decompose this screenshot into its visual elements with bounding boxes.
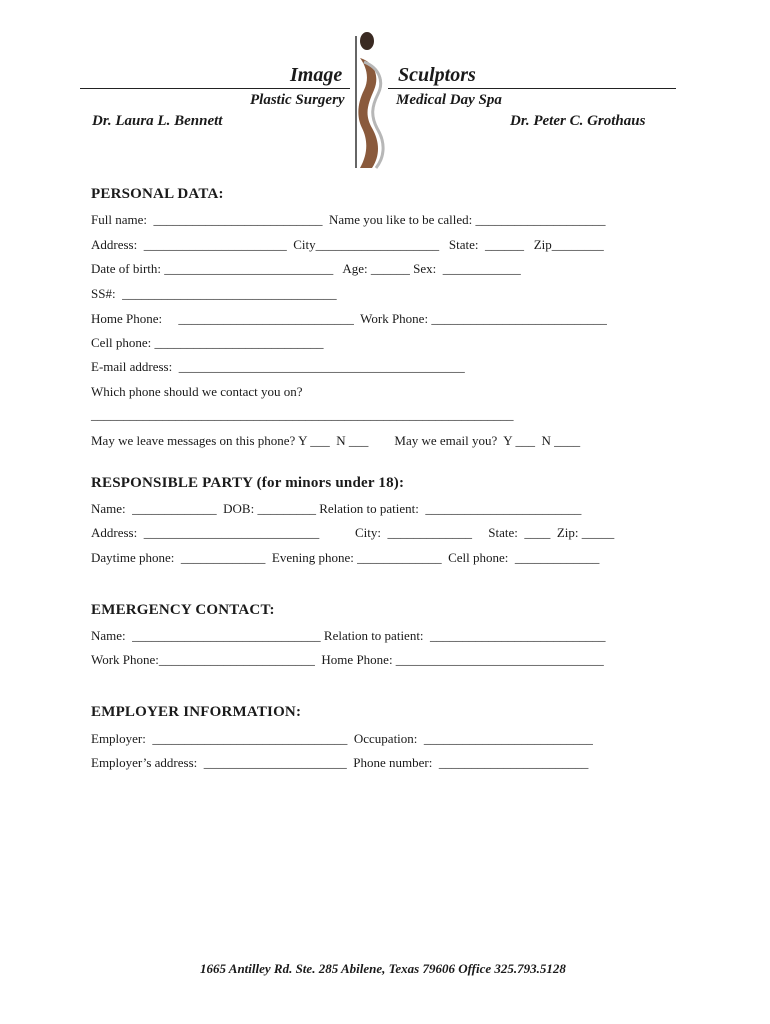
section-heading-emergency: EMERGENCY CONTACT: bbox=[91, 602, 275, 618]
field-line-ec-name[interactable]: Name: _____________________________ Relation to patient: ___________________________ bbox=[91, 628, 606, 643]
header-left-subtitle: Plastic Surgery bbox=[250, 92, 345, 108]
section-heading-employer: EMPLOYER INFORMATION: bbox=[91, 704, 302, 720]
field-line-rp-phones[interactable]: Daytime phone: _____________ Evening phone: _____________ Cell phone: _____________ bbox=[91, 550, 600, 565]
section-heading-personal: PERSONAL DATA: bbox=[91, 186, 224, 202]
field-line-ec-phones[interactable]: Work Phone:________________________ Home Phone: ________________________________ bbox=[91, 652, 604, 667]
field-line-fullname[interactable]: Full name: __________________________ Name you like to be called: ____________________ bbox=[91, 212, 606, 227]
field-line-email[interactable]: E-mail address: ____________________________________________ bbox=[91, 359, 465, 374]
figure-silhouette-logo bbox=[350, 28, 390, 174]
field-line-dob[interactable]: Date of birth: __________________________ Age: ______ Sex: ____________ bbox=[91, 261, 521, 276]
field-line-cell[interactable]: Cell phone: __________________________ bbox=[91, 335, 324, 350]
header-right-title: Sculptors bbox=[398, 64, 476, 86]
field-line-address[interactable]: Address: ______________________ City___________________ State: ______ Zip________ bbox=[91, 237, 604, 252]
field-line-rp-name[interactable]: Name: _____________ DOB: _________ Relation to patient: ________________________ bbox=[91, 501, 582, 516]
header-left-title: Image bbox=[290, 64, 343, 86]
header-rule-left bbox=[80, 88, 350, 89]
field-line-ssn[interactable]: SS#: _________________________________ bbox=[91, 286, 337, 301]
section-heading-responsible: RESPONSIBLE PARTY (for minors under 18): bbox=[91, 475, 405, 491]
header-right-doctor: Dr. Peter C. Grothaus bbox=[510, 113, 646, 129]
header-rule-right bbox=[388, 88, 676, 89]
field-line-rp-address[interactable]: Address: ___________________________ City: _____________ State: ____ Zip: _____ bbox=[91, 525, 615, 540]
field-line-contact-phone[interactable]: _________________________________________________________________ bbox=[91, 407, 514, 422]
field-line-employer-address[interactable]: Employer’s address: ______________________ Phone number: _______________________ bbox=[91, 755, 589, 770]
field-line-phones[interactable]: Home Phone: ___________________________ Work Phone: ___________________________ bbox=[91, 311, 607, 326]
field-line-employer[interactable]: Employer: ______________________________ Occupation: __________________________ bbox=[91, 731, 593, 746]
header-left-doctor: Dr. Laura L. Bennett bbox=[92, 113, 223, 129]
footer-address: 1665 Antilley Rd. Ste. 285 Abilene, Texas 79606 Office 325.793.5128 bbox=[200, 961, 566, 976]
field-line-messages[interactable]: May we leave messages on this phone? Y ___ N ___ May we email you? Y ___ N ____ bbox=[91, 433, 581, 448]
field-question-contact-phone: Which phone should we contact you on? bbox=[91, 384, 303, 399]
header-right-subtitle: Medical Day Spa bbox=[396, 92, 502, 108]
